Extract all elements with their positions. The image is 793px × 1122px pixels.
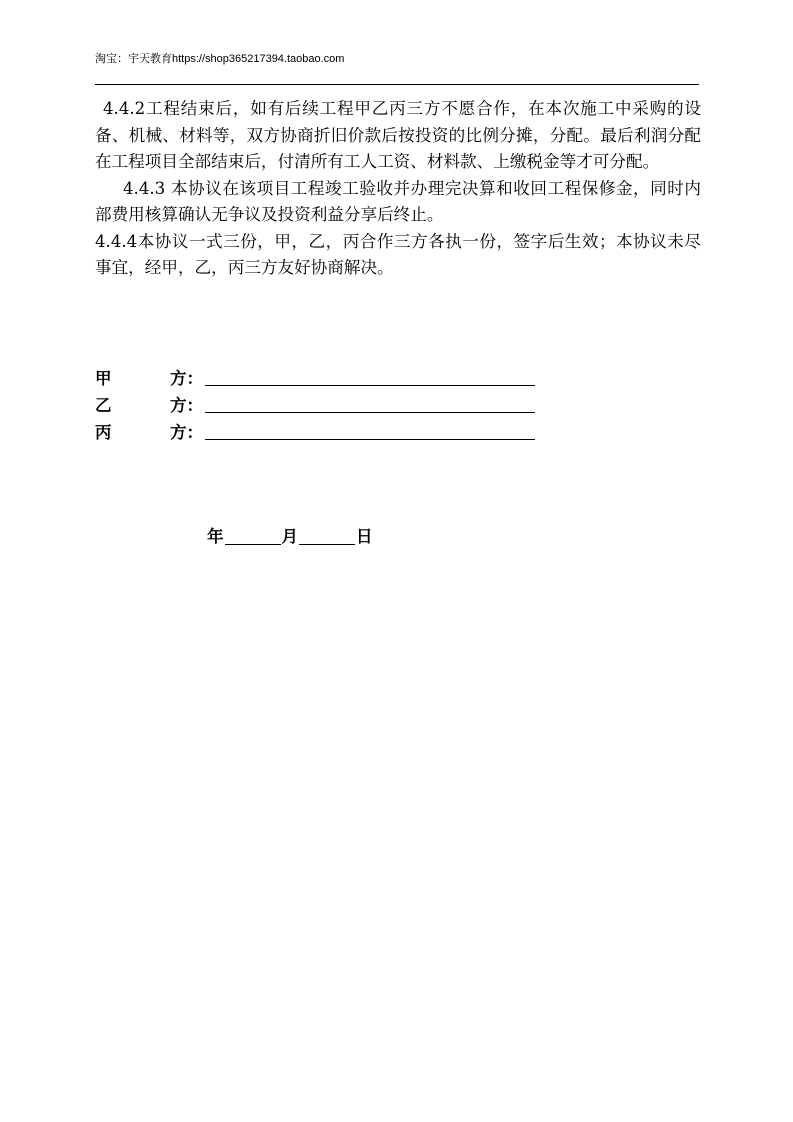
party-b-suffix: 方： <box>170 396 203 415</box>
header-divider <box>95 84 699 85</box>
month-label: 月 <box>281 527 298 546</box>
year-label: 年 <box>207 527 224 546</box>
party-b-signature-line <box>205 412 535 413</box>
party-c-signature-line <box>205 439 535 440</box>
paragraph-4-4-4: 4.4.4本协议一式三份，甲，乙，丙合作三方各执一份，签字后生效；本协议未尽事宜，经甲，乙，丙三方友好协商解决。 <box>95 231 701 277</box>
day-label: 日 <box>356 527 373 546</box>
paragraph-4-4-3: 4.4.3 本协议在该项目工程竣工验收并办理完决算和收回工程保修金，同时内部费用核算确认无争议及投资利益分享后终止。 <box>95 178 701 224</box>
day-blank-line <box>299 524 355 545</box>
party-c-suffix: 方： <box>170 423 203 442</box>
paragraph-4-4-2: 4.4.2工程结束后，如有后续工程甲乙丙三方不愿合作，在本次施工中采购的设备、机械、材料等，双方协商折旧价款后按投资的比例分摊，分配。最后利润分配在工程项目全部结束后，付清所有工人工资、材料款、上缴税金等才可分配。 <box>95 99 701 171</box>
party-b-label: 乙 <box>95 396 112 415</box>
document-body <box>95 96 701 282</box>
party-c-label: 丙 <box>95 423 112 442</box>
page-header: 淘宝：宇天教育https://shop365217394.taobao.com <box>95 53 345 65</box>
party-a-label: 甲 <box>95 369 112 388</box>
signing-date <box>207 524 373 550</box>
month-blank-line <box>225 524 281 545</box>
party-a-signature-line <box>205 385 535 386</box>
party-a-suffix: 方： <box>170 369 203 388</box>
